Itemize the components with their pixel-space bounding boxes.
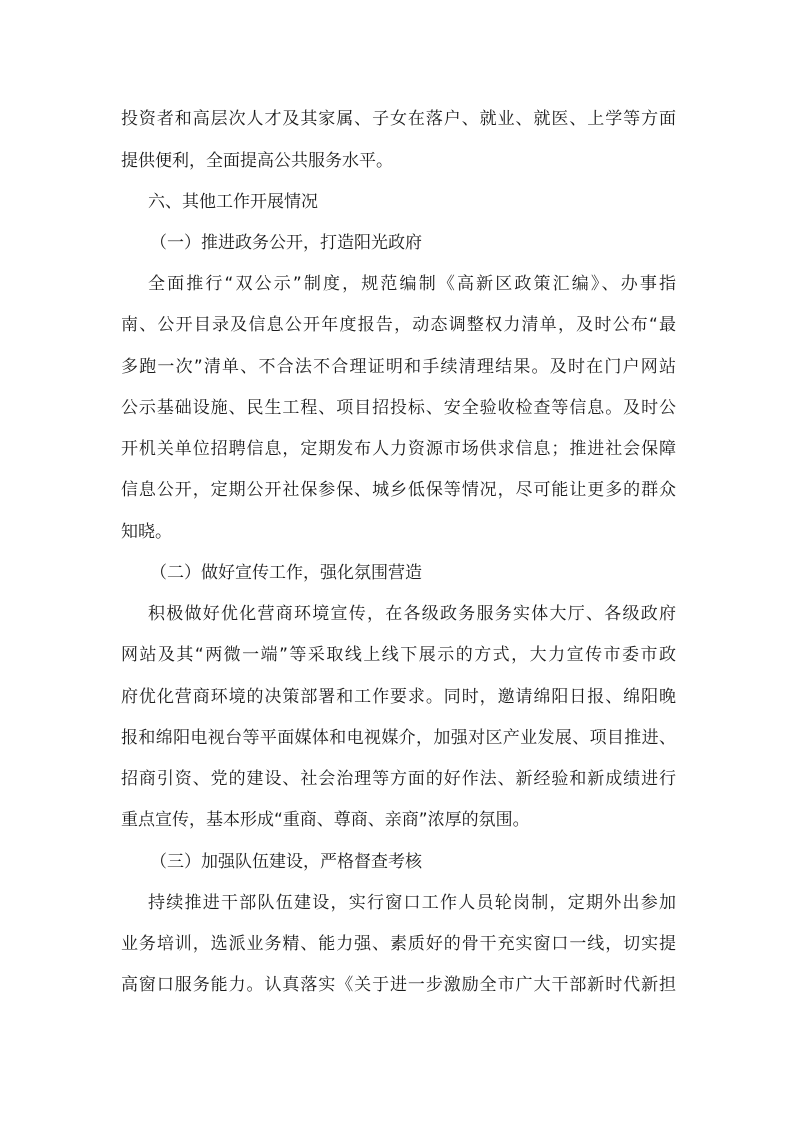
section-heading: 六、其他工作开展情况 — [148, 192, 318, 212]
paragraph-line: 业务培训，选派业务精、能力强、素质好的骨干充实窗口一线，切实提 — [121, 934, 676, 954]
paragraph-line: 报和绵阳电视台等平面媒体和电视媒介，加强对区产业发展、项目推进、 — [121, 728, 676, 748]
subsection-heading: （三）加强队伍建设，严格督查考核 — [150, 852, 422, 872]
paragraph-line: 高窗口服务能力。认真落实《关于进一步激励全市广大干部新时代新担 — [121, 975, 676, 995]
paragraph-line: 开机关单位招聘信息，定期发布人力资源市场供求信息；推进社会保障 — [121, 439, 676, 459]
subsection-heading: （一）推进政务公开，打造阳光政府 — [150, 233, 422, 253]
paragraph-line: 提供便利，全面提高公共服务水平。 — [121, 151, 393, 171]
paragraph-line: 多跑一次”清单、不合法不合理证明和手续清理结果。及时在门户网站 — [121, 357, 676, 377]
paragraph-line: 投资者和高层次人才及其家属、子女在落户、就业、就医、上学等方面 — [121, 109, 676, 129]
paragraph-line: 重点宣传，基本形成“重商、尊商、亲商”浓厚的氛围。 — [121, 810, 530, 830]
paragraph-line: 府优化营商环境的决策部署和工作要求。同时，邀请绵阳日报、绵阳晚 — [121, 687, 676, 707]
paragraph-line: 持续推进干部队伍建设，实行窗口工作人员轮岗制，定期外出参加 — [148, 893, 676, 913]
paragraph-line: 知晓。 — [121, 522, 172, 542]
paragraph-line: 信息公开，定期公开社保参保、城乡低保等情况，尽可能让更多的群众 — [121, 480, 676, 500]
paragraph-line: 积极做好优化营商环境宣传，在各级政务服务实体大厅、各级政府 — [148, 604, 676, 624]
subsection-heading: （二）做好宣传工作，强化氛围营造 — [150, 563, 422, 583]
paragraph-line: 公示基础设施、民生工程、项目招投标、安全验收检查等信息。及时公 — [121, 398, 676, 418]
paragraph-line: 南、公开目录及信息公开年度报告，动态调整权力清单，及时公布“最 — [121, 315, 676, 335]
paragraph-line: 全面推行“双公示”制度，规范编制《高新区政策汇编》、办事指 — [148, 274, 676, 294]
paragraph-line: 网站及其“两微一端”等采取线上线下展示的方式，大力宣传市委市政 — [121, 645, 676, 665]
paragraph-line: 招商引资、党的建设、社会治理等方面的好作法、新经验和新成绩进行 — [121, 769, 676, 789]
